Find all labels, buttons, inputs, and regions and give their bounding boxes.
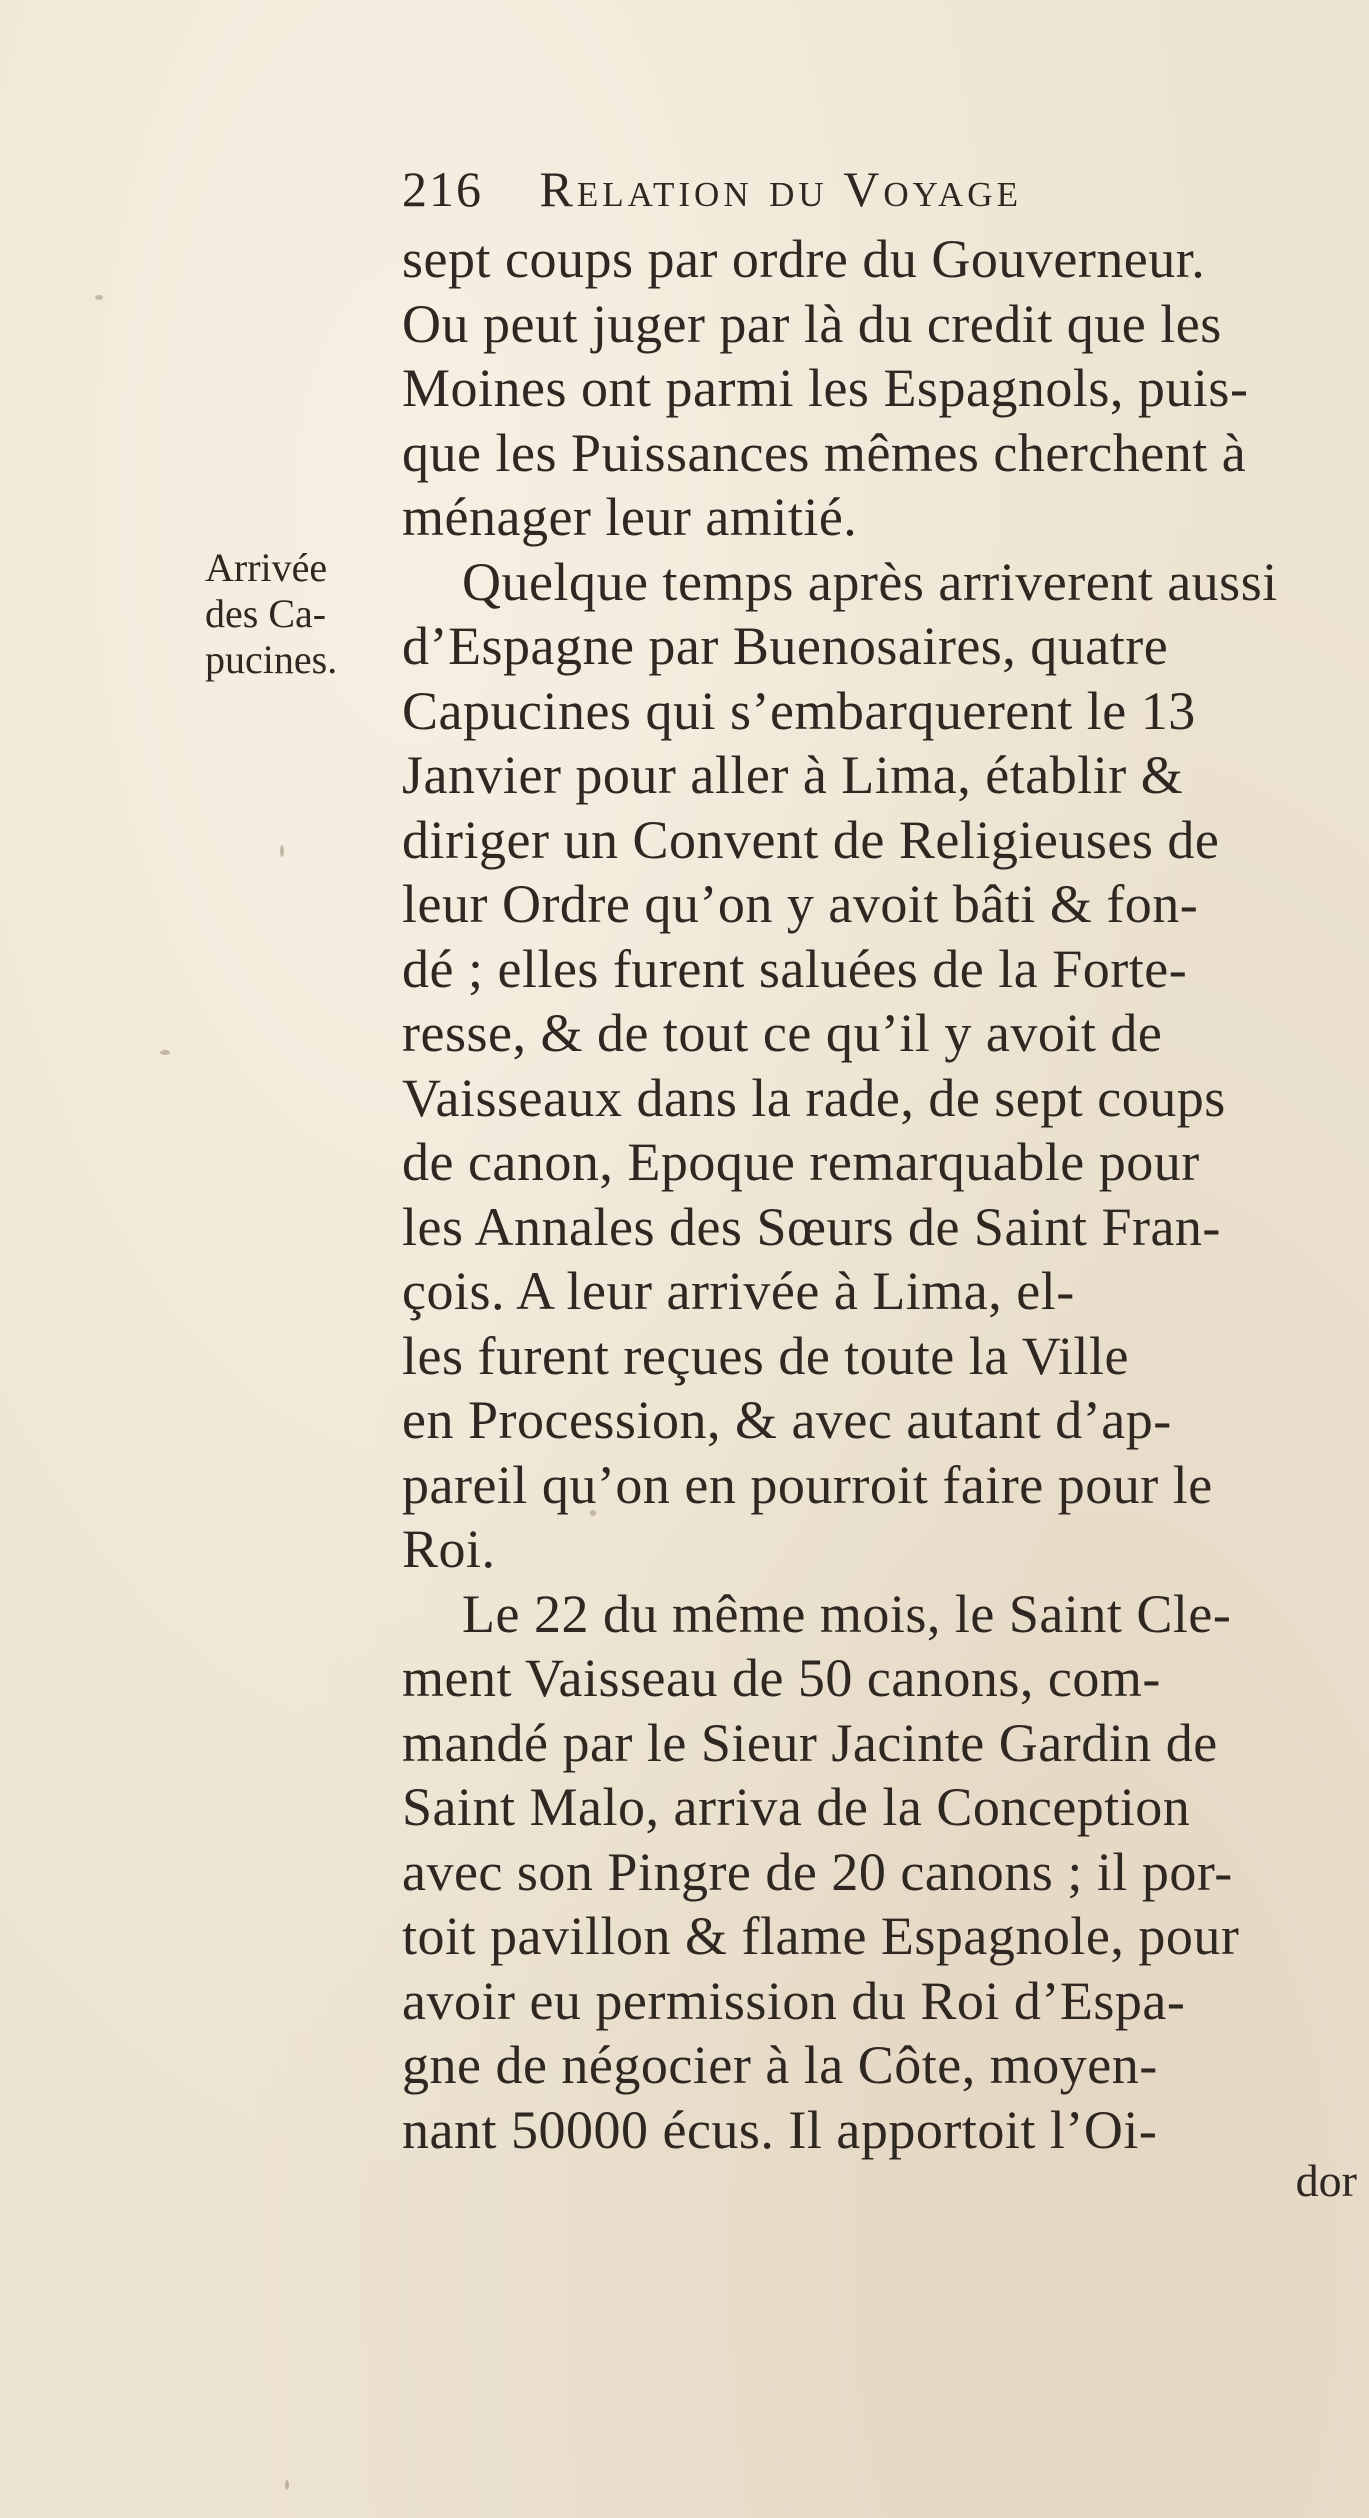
paper-speck: [95, 295, 103, 300]
text-line: çois. A leur arrivée à Lima, el-: [402, 1261, 1075, 1321]
text-line: Saint Malo, arriva de la Conception: [402, 1777, 1191, 1837]
text-line: avoir eu permission du Roi d’Espa-: [402, 1970, 1186, 2031]
text-line: les furent reçues de toute la Ville: [402, 1325, 1129, 1386]
text-line: d’Espagne par Buenosaires, quatre: [402, 616, 1169, 676]
text-line: Vaisseaux dans la rade, de sept coups: [402, 1067, 1226, 1128]
text-line: de canon, Epoque remarquable pour: [402, 1132, 1200, 1192]
text-line: ménager leur amitié.: [402, 487, 858, 547]
text-line: Roi.: [402, 1519, 496, 1579]
margin-note-line: pucines.: [205, 637, 338, 682]
text-line: Le 22 du même mois, le Saint Cle-: [462, 1583, 1232, 1644]
paper-speck: [285, 2480, 289, 2490]
text-line: en Procession, & avec autant d’ap-: [402, 1390, 1172, 1450]
text-line: Janvier pour aller à Lima, établir &: [402, 745, 1184, 805]
text-line: avec son Pingre de 20 canons ; il por-: [402, 1841, 1233, 1902]
paper-speck: [590, 1510, 596, 1516]
text-line: Moines ont parmi les Espagnols, puis-: [402, 358, 1249, 418]
paper-speck: [160, 1050, 170, 1055]
catchword: dor: [1295, 2155, 1357, 2206]
text-line: les Annales des Sœurs de Saint Fran-: [402, 1196, 1221, 1257]
margin-note-line: des Ca-: [205, 591, 327, 636]
paper-speck: [280, 845, 284, 857]
margin-note-line: Arrivée: [205, 545, 328, 590]
text-line: gne de négocier à la Côte, moyen-: [402, 2035, 1158, 2095]
page-number: 216: [402, 161, 483, 217]
text-line: resse, & de tout ce qu’il y avoit de: [402, 1003, 1163, 1063]
text-line: pareil qu’on en pourroit faire pour le: [402, 1454, 1213, 1515]
running-title: Relation du Voyage: [539, 161, 1022, 217]
margin-note: [205, 545, 405, 683]
text-line: dé ; elles furent saluées de la Forte-: [402, 938, 1188, 999]
text-line: nant 50000 écus. Il apportoit l’Oi-: [402, 2099, 1158, 2160]
text-line: toit pavillon & flame Espagnole, pour: [402, 1906, 1240, 1966]
body-text: [402, 227, 1362, 2162]
text-line: leur Ordre qu’on y avoit bâti & fon-: [402, 874, 1199, 934]
text-line: Capucines qui s’embarquerent le 13: [402, 680, 1196, 741]
text-line: Quelque temps après arriverent aussi: [462, 551, 1278, 612]
running-head: [402, 160, 1302, 220]
text-line: mandé par le Sieur Jacinte Gardin de: [402, 1712, 1218, 1773]
text-line: Ou peut juger par là du credit que les: [402, 293, 1222, 354]
text-line: ment Vaisseau de 50 canons, com-: [402, 1648, 1161, 1708]
text-line: que les Puissances mêmes cherchent à: [402, 422, 1247, 483]
text-line: diriger un Convent de Religieuses de: [402, 809, 1220, 870]
text-line: sept coups par ordre du Gouverneur.: [402, 229, 1206, 289]
